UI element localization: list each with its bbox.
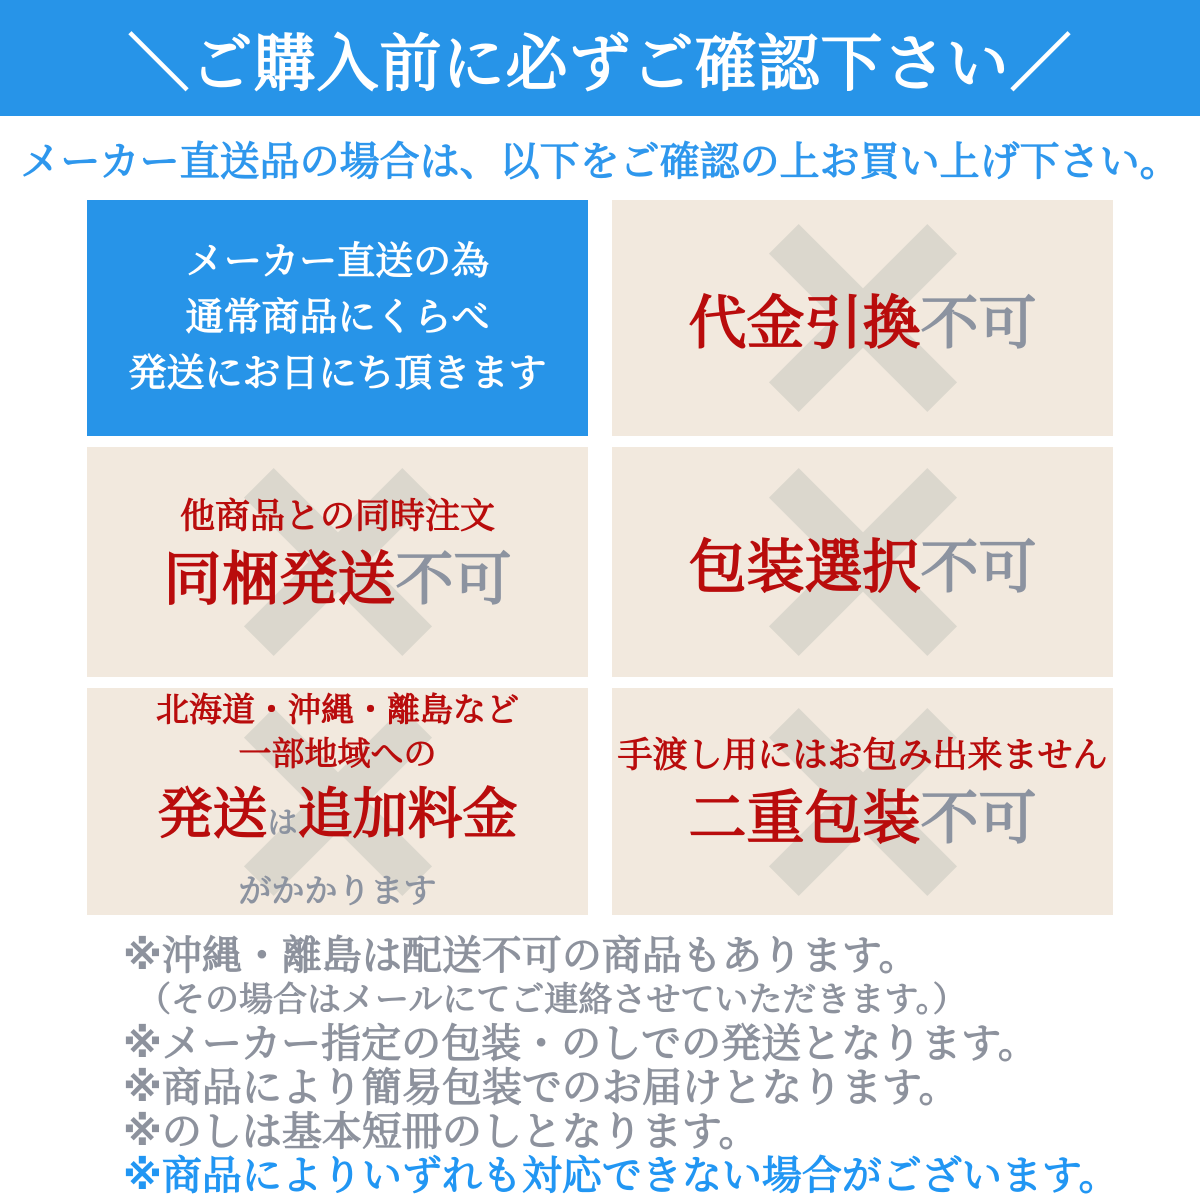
box-wrapping-choice-not-available — [612, 447, 1113, 677]
extra-fee-label: 追加料金 — [297, 783, 518, 845]
wrapping-choice-text — [688, 520, 1036, 604]
double-wrap-unavailable: 不可 — [920, 786, 1037, 851]
wrapping-choice-unavailable: 不可 — [920, 535, 1037, 600]
box-cod-not-available — [612, 200, 1113, 436]
wrapping-choice-label: 包装選択 — [688, 535, 921, 600]
subtitle-text: メーカー直送品の場合は、以下をご確認の上お買い上げ下さい。 — [20, 139, 1180, 184]
bundle-sub-label: 他商品との同時注文 — [179, 496, 495, 536]
regional-areas-line-2: 一部地域への — [238, 735, 437, 772]
regional-fee-text — [156, 688, 519, 915]
box-double-wrapping-not-available — [612, 688, 1113, 915]
direct-shipping-info-text — [128, 234, 546, 402]
note-maker-wrapping: ※メーカー指定の包装・のしでの発送となります。 — [123, 1022, 1038, 1066]
note-email-contact: （その場合はメールにてご連絡させていただきます。） — [137, 981, 967, 1019]
info-line-3: 発送にお日にち頂きます — [128, 353, 547, 395]
cod-unavailable: 不可 — [920, 291, 1037, 356]
bundle-text — [163, 492, 511, 633]
box-bundle-shipping-not-available — [87, 447, 588, 677]
info-line-2: 通常商品にくらべ — [185, 297, 490, 339]
regional-areas-line-1: 北海道・沖縄・離島など — [156, 691, 519, 728]
note-not-supported: ※商品によりいずれも対応できない場合がございます。 — [123, 1154, 1119, 1198]
shipping-label: 発送 — [157, 783, 268, 845]
bundle-label: 同梱発送 — [163, 546, 396, 612]
note-simple-package: ※商品により簡易包装でのお届けとなります。 — [123, 1066, 959, 1110]
footer-notes — [123, 934, 1200, 1198]
box-regional-extra-fee — [87, 688, 588, 915]
cod-label: 代金引換 — [688, 291, 921, 356]
header-banner — [0, 0, 1200, 116]
info-line-1: メーカー直送の為 — [185, 241, 490, 283]
note-okinawa: ※沖縄・離島は配送不可の商品もあります。 — [123, 934, 919, 978]
double-wrap-text — [617, 731, 1107, 872]
page-title: ＼ご購入前に必ずご確認下さい／ — [127, 29, 1073, 99]
subtitle-row — [0, 116, 1200, 200]
particle-wa: は — [267, 807, 298, 840]
notice-grid — [87, 200, 1113, 915]
note-noshi: ※のしは基本短冊のしとなります。 — [123, 1110, 759, 1154]
double-wrap-label: 二重包装 — [688, 786, 921, 851]
fee-applies-label: がかかります — [238, 872, 437, 909]
bundle-unavailable: 不可 — [395, 546, 512, 612]
cod-text — [688, 276, 1036, 360]
box-direct-shipping-info — [87, 200, 588, 436]
hand-delivery-sub-label: 手渡し用にはお包み出来ません — [617, 736, 1108, 775]
